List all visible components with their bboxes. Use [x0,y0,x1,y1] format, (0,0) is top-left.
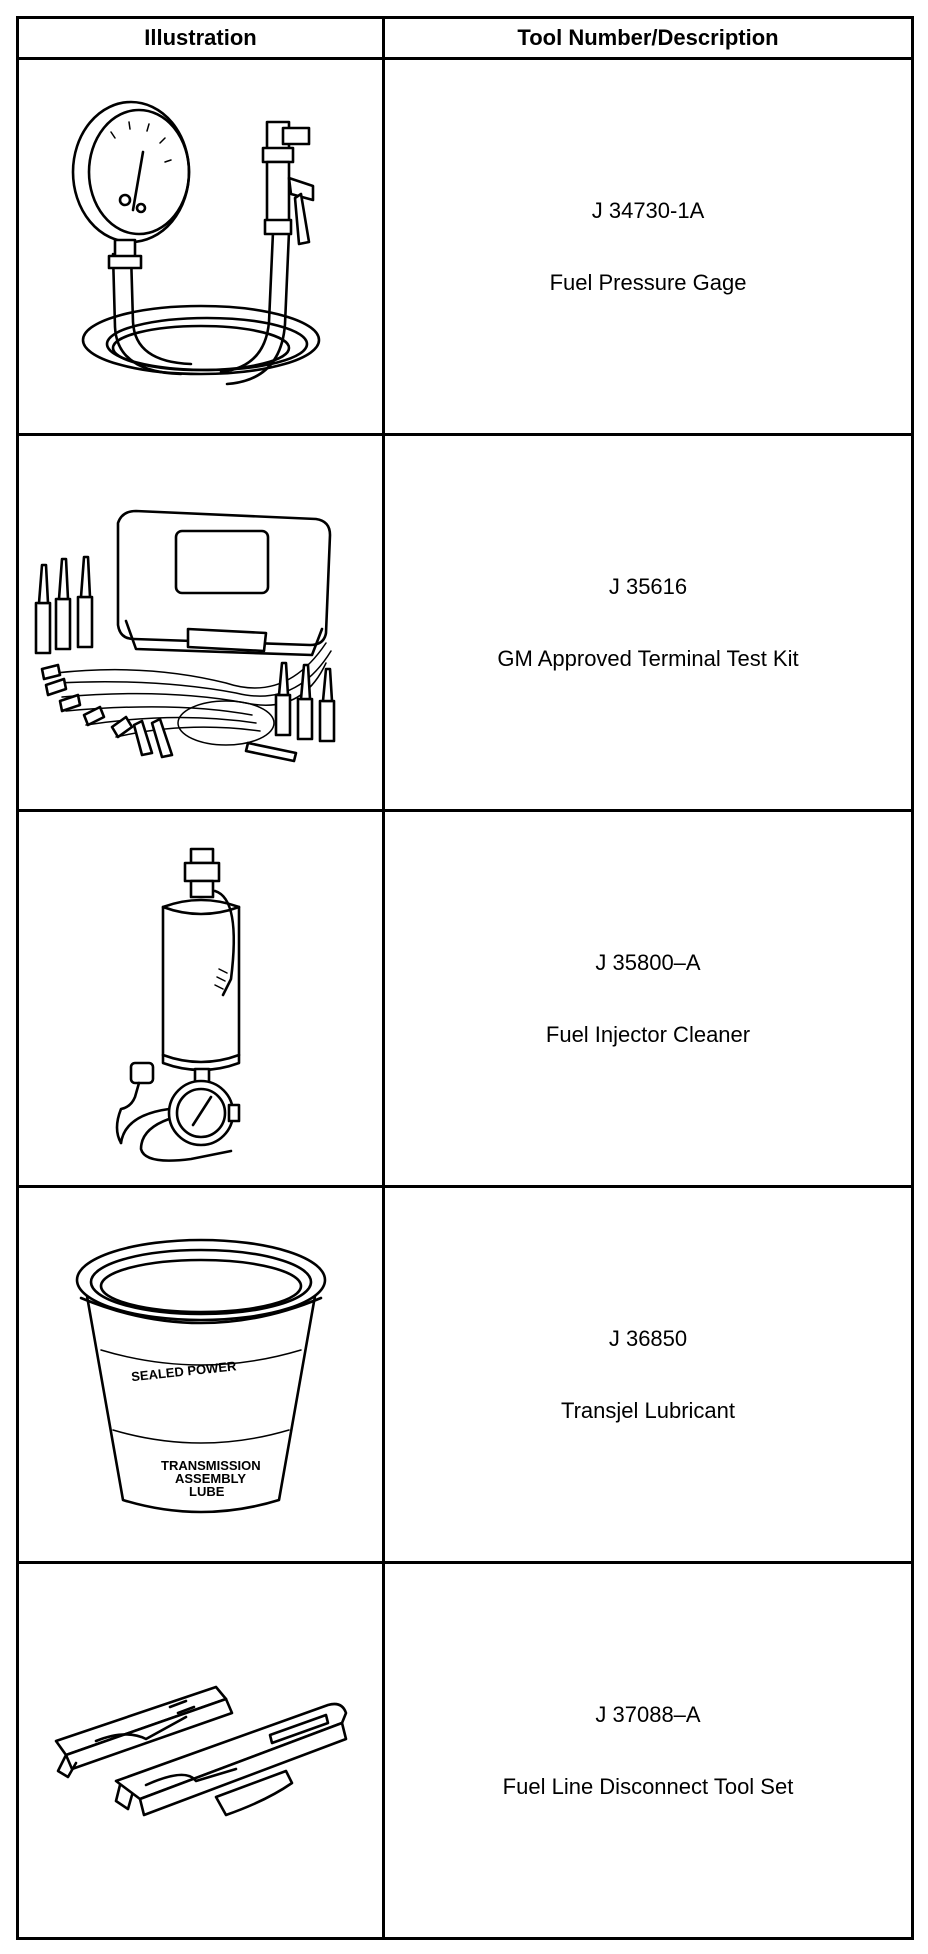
tool-number: J 37088–A [595,1701,701,1727]
terminal-test-kit-icon [26,453,376,793]
tool-description-cell [384,1563,913,1939]
tool-description-cell [384,811,913,1187]
tool-description-cell [384,1187,913,1563]
illustration-cell [18,435,384,811]
fuel-injector-cleaner-icon [51,829,351,1169]
tool-description: Fuel Line Disconnect Tool Set [502,1773,794,1799]
special-tools-table [16,16,914,1940]
table-row [18,811,913,1187]
lube-label-line1: TRANSMISSION [160,1457,261,1473]
tool-number: J 35800–A [595,949,701,975]
tool-number: J 34730-1A [591,197,705,223]
fuel-pressure-gage-icon [51,82,351,412]
illustration-cell [18,1563,384,1939]
lube-label-line2: ASSEMBLY [174,1470,246,1486]
tool-description-cell [384,435,913,811]
tool-description: Transjel Lubricant [560,1397,736,1423]
header-illustration: Illustration [18,18,384,59]
header-tool-number-description: Tool Number/Description [384,18,913,59]
illustration-cell [18,59,384,435]
transjel-lubricant-icon [51,1210,351,1540]
tool-number: J 36850 [608,1325,688,1351]
table-row [18,59,913,435]
tool-description: Fuel Injector Cleaner [545,1021,751,1047]
fuel-line-disconnect-tool-icon [36,1601,366,1901]
header-row [18,18,913,59]
tool-description: GM Approved Terminal Test Kit [497,645,799,671]
table-row [18,1187,913,1563]
lube-label-line3: LUBE [188,1483,224,1499]
sealed-power-logo-text: SEALED POWER [130,1357,237,1384]
illustration-cell [18,1187,384,1563]
tool-description: Fuel Pressure Gage [549,269,747,295]
table-row [18,435,913,811]
illustration-cell [18,811,384,1187]
tool-number: J 35616 [608,573,688,599]
table-row [18,1563,913,1939]
tool-description-cell [384,59,913,435]
